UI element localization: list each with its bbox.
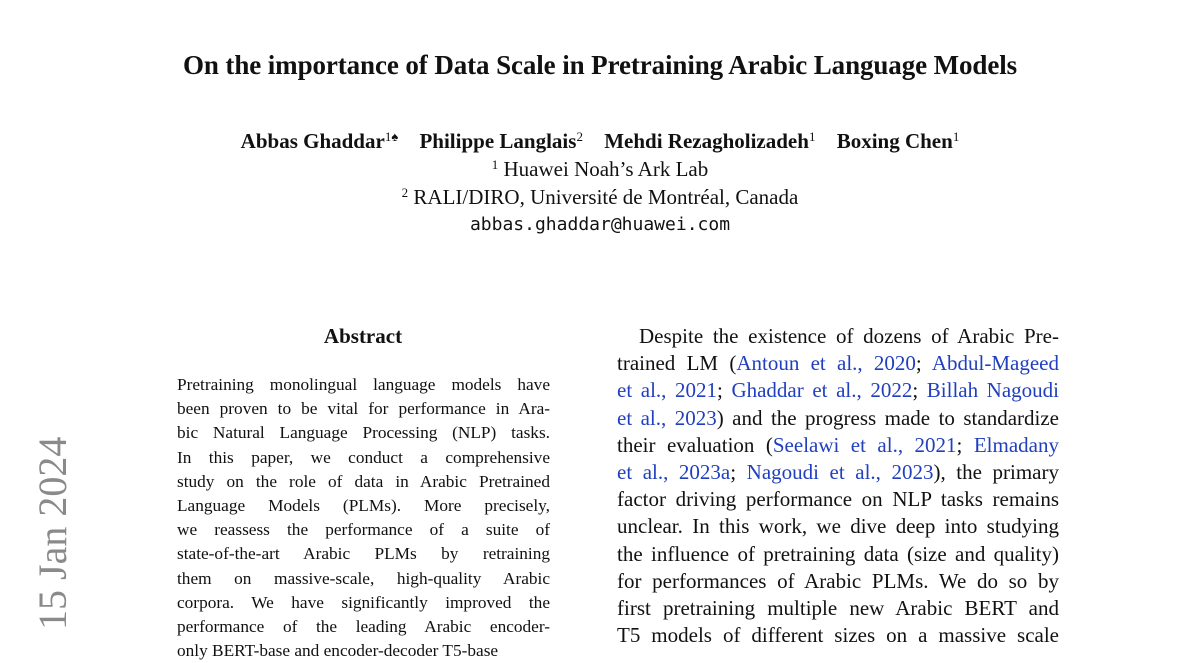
intro-line: T5 models of different sizes on a massive scale [617, 623, 1059, 648]
abstract-heading: Abstract [323, 324, 403, 348]
author-list [0, 127, 1200, 155]
intro-line: trained LM (Antoun et al., 2020; Abdul-Mageed [617, 351, 1059, 376]
affiliation-rali-diro: $^2$ RALI/DIRO, Université de Montréal, Canada [401, 185, 799, 209]
citation-link-seelawi-2021[interactable]: Seelawi et al., 2021 [772, 432, 957, 457]
author-philippe-langlais: Philippe Langlais$^2$ [419, 129, 583, 153]
paper-title: On the importance of Data Scale in Pretraining Arabic Language Models [182, 50, 1018, 80]
citation-link-billah-nagoudi-2023[interactable]: Billah Nagoudi [926, 378, 1060, 403]
abstract-line: In this paper, we conduct a comprehensive [177, 447, 550, 467]
affiliation-huawei: $^1$ Huawei Noah’s Ark Lab [491, 157, 709, 181]
abstract-line: been proven to be vital for performance in Ara- [177, 399, 550, 419]
abstract-line: bic Natural Language Processing (NLP) tasks. [177, 423, 550, 443]
citation-link-antoun-2020[interactable]: Antoun et al., 2020 [736, 351, 916, 376]
abstract-line: we reassess the performance of a suite of [177, 520, 550, 540]
citation-link-abdul-mageed-2021[interactable]: Abdul-Mageed [931, 351, 1059, 376]
abstract-line: them on massive-scale, high-quality Arabic [177, 568, 550, 588]
intro-line: for performances of Arabic PLMs. We do so by [617, 568, 1059, 593]
abstract-line: performance of the leading Arabic encoder- [177, 616, 550, 636]
abstract-line: study on the role of data in Arabic Pretrained [177, 471, 550, 491]
intro-line: unclear. In this work, we dive deep into studying [617, 514, 1059, 539]
intro-line: the influence of pretraining data (size and quality) [617, 541, 1059, 566]
citation-link-elmadany-2023a-cont[interactable]: et al., 2023a [617, 459, 731, 484]
citation-link-billah-nagoudi-2023-cont[interactable]: et al., 2023 [617, 405, 717, 430]
author-abbas-ghaddar: Abbas Ghaddar$^{1♠}$ [240, 129, 399, 153]
intro-line: et al., 2023a; Nagoudi et al., 2023), the primary [617, 459, 1059, 484]
intro-line: et al., 2021; Ghaddar et al., 2022; Billah Nagoudi [617, 378, 1060, 403]
abstract-line: state-of-the-art Arabic PLMs by retraining [177, 544, 550, 564]
citation-link-nagoudi-2023[interactable]: Nagoudi et al., 2023 [746, 459, 934, 484]
abstract-line: Pretraining monolingual language models have [177, 375, 550, 394]
citation-link-ghaddar-2022[interactable]: Ghaddar et al., 2022 [731, 378, 913, 403]
author-email: abbas.ghaddar@huawei.com [469, 214, 731, 235]
abstract-text [177, 373, 550, 663]
intro-line: first pretraining multiple new Arabic BERT and [617, 595, 1059, 620]
abstract-line: corpora. We have significantly improved the [177, 592, 550, 612]
citation-link-elmadany-2023a[interactable]: Elmadany [973, 432, 1059, 457]
arxiv-date-stamp: 15 Jan 2024 [30, 436, 75, 630]
abstract-line: only BERT-base and encoder-decoder T5-base [177, 641, 499, 661]
intro-line: Despite the existence of dozens of Arabic Pre- [639, 324, 1059, 348]
intro-line: et al., 2023) and the progress made to standardize [617, 405, 1059, 430]
author-mehdi-rezagholizadeh: Mehdi Rezagholizadeh$^1$ [604, 129, 816, 153]
intro-line: factor driving performance on NLP tasks remains [617, 487, 1059, 512]
author-boxing-chen: Boxing Chen$^1$ [836, 129, 960, 153]
intro-line: their evaluation (Seelawi et al., 2021; Elmadany [617, 432, 1059, 457]
abstract-line: Language Models (PLMs). More precisely, [177, 495, 550, 515]
citation-link-abdul-mageed-2021-cont[interactable]: et al., 2021 [617, 378, 717, 403]
introduction-text [617, 323, 1059, 649]
